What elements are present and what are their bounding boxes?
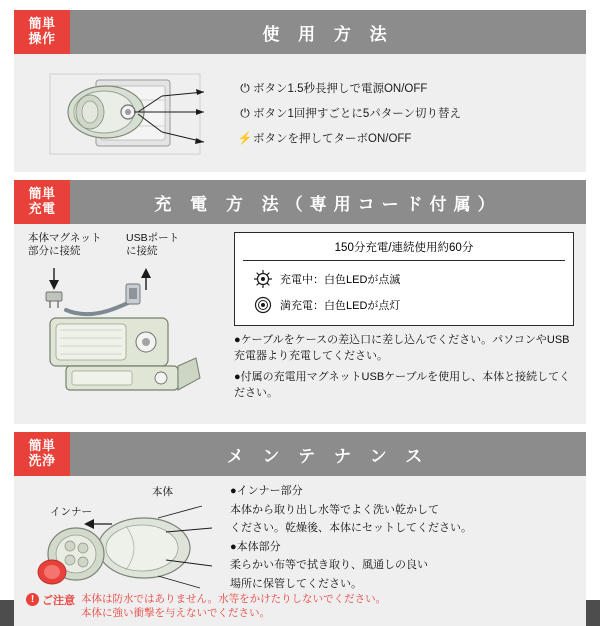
badge-line1: 簡単 xyxy=(28,16,56,32)
section-charging xyxy=(14,180,586,424)
maintenance-illustration-area xyxy=(26,484,222,604)
charging-status-text: 満充電：白色LEDが点灯 xyxy=(280,300,401,312)
section-maintenance-header xyxy=(14,432,586,476)
maintenance-note: 柔らかい布等で拭き取り、風通しの良い xyxy=(230,559,428,572)
maintenance-note: ●本体部分 xyxy=(230,540,281,553)
badge-line1: 簡単 xyxy=(28,438,56,454)
charging-status-row xyxy=(243,266,565,292)
usage-illustration-area xyxy=(26,64,231,162)
section-charging-title: 充 電 方 法（専用コード付属） xyxy=(70,180,586,224)
section-maintenance xyxy=(14,432,586,626)
charging-bullet: ●付属の充電用マグネットUSBケーブルを使用し、本体と接続してください。 xyxy=(234,370,571,399)
device-front-illustration xyxy=(44,66,214,162)
section-charging-header xyxy=(14,180,586,224)
operation-text: ボタン1.5秒長押しで電源ON/OFF xyxy=(253,83,428,95)
label-inner: インナー xyxy=(50,506,92,518)
section-usage-header xyxy=(14,10,586,54)
label-usb-port: USBポート に接続 xyxy=(126,232,180,258)
caution-text xyxy=(81,592,386,620)
maintenance-note: ください。乾燥後、本体にセットしてください。 xyxy=(230,522,472,535)
badge-easy-cleaning xyxy=(14,432,70,476)
charging-illustration xyxy=(26,266,226,406)
section-charging-body xyxy=(14,224,586,424)
operation-item xyxy=(237,105,574,121)
usage-operation-list xyxy=(231,64,574,162)
badge-line2: 洗浄 xyxy=(28,453,56,468)
badge-line1: 簡単 xyxy=(28,186,56,202)
led-solid-icon xyxy=(253,295,273,315)
section-usage xyxy=(14,10,586,172)
label-body: 本体 xyxy=(152,486,173,498)
power-icon: ⏻ xyxy=(240,80,250,95)
charging-spec-time: 150分充電/連続使用約60分 xyxy=(243,239,565,261)
section-maintenance-title: メ ン テ ナ ン ス xyxy=(70,432,586,476)
charging-info-area xyxy=(226,232,574,416)
bolt-icon: ⚡ xyxy=(237,131,253,145)
charging-spec-box xyxy=(234,232,574,326)
maintenance-notes xyxy=(222,484,574,604)
caution-text-line: 本体は防水ではありません。水等をかけたりしないでください。 xyxy=(81,592,387,605)
led-blink-icon xyxy=(253,269,273,289)
badge-easy-operation xyxy=(14,10,70,54)
maintenance-note: ●インナー部分 xyxy=(230,485,303,497)
section-maintenance-body xyxy=(14,476,586,626)
caution-block xyxy=(26,592,574,620)
badge-easy-charging xyxy=(14,180,70,224)
caution-text-line: 本体に強い衝撃を与えないでください。 xyxy=(81,606,270,619)
charging-bullet: ●ケーブルをケースの差込口に差し込んでください。パソコンやUSB充電器より充電してください。 xyxy=(234,334,570,362)
section-usage-body xyxy=(14,54,586,172)
operation-text: ボタン1回押すごとに5パターン切り替え xyxy=(253,108,462,120)
label-magnet: 本体マグネット 部分に接続 xyxy=(28,232,102,258)
badge-line2: 操作 xyxy=(28,31,56,46)
operation-item xyxy=(237,80,574,96)
badge-line2: 充電 xyxy=(28,201,56,216)
caution-label-text: ご注意 xyxy=(42,594,75,607)
operation-item xyxy=(237,130,574,146)
section-usage-title: 使 用 方 法 xyxy=(70,10,586,54)
charging-illustration-area xyxy=(26,232,226,416)
charging-status-row xyxy=(243,292,565,318)
charging-bullet-list xyxy=(234,333,574,402)
exclamation-icon: ! xyxy=(26,593,39,606)
maintenance-illustration xyxy=(26,492,222,604)
operation-text: ボタンを押してターボON/OFF xyxy=(253,133,412,145)
maintenance-note: 場所に保管してください。 xyxy=(230,578,362,591)
maintenance-note: 本体から取り出し水等でよく洗い乾かして xyxy=(230,503,439,516)
charging-status-text: 充電中：白色LEDが点滅 xyxy=(280,274,401,286)
power-icon: ⏻ xyxy=(240,105,250,120)
